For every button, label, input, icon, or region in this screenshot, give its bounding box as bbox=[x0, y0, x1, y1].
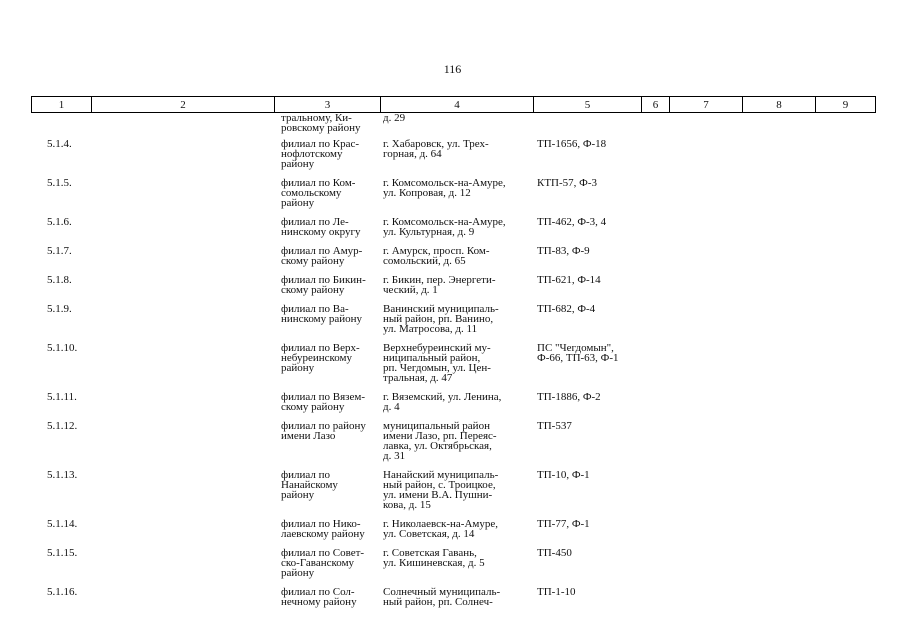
cell-line: небуреинскому bbox=[281, 352, 353, 364]
cell-line: ТП-1656, Ф-18 bbox=[537, 138, 607, 150]
cell-address bbox=[380, 217, 533, 246]
cell-branch-name bbox=[274, 343, 380, 392]
cell-address bbox=[380, 392, 533, 421]
cell-line: ТП-450 bbox=[537, 547, 572, 559]
header-cell-2: 2 bbox=[92, 97, 275, 113]
cell-col-2 bbox=[91, 587, 274, 616]
cell-line: филиал по Ва- bbox=[281, 303, 349, 315]
cell-line: д. 4 bbox=[383, 401, 400, 413]
cell-col-6 bbox=[641, 275, 669, 304]
table-row bbox=[31, 139, 875, 178]
cell-line: ТП-537 bbox=[537, 420, 572, 432]
cell-col-2 bbox=[91, 470, 274, 519]
cell-col-6 bbox=[641, 139, 669, 178]
cell-col-9 bbox=[815, 587, 875, 616]
cell-col-2 bbox=[91, 304, 274, 343]
cell-address bbox=[380, 519, 533, 548]
cell-line: ТП-10, Ф-1 bbox=[537, 469, 590, 481]
cell-col-8 bbox=[742, 519, 815, 548]
cell-line: ный район, рп. Солнеч- bbox=[383, 596, 493, 608]
row-number: 5.1.15. bbox=[47, 547, 78, 559]
cell-col-7 bbox=[669, 421, 742, 470]
header-cell-9: 9 bbox=[816, 97, 876, 113]
cell-line: скому району bbox=[281, 255, 345, 267]
cell-line: кова, д. 15 bbox=[383, 499, 431, 511]
cell-col-9 bbox=[815, 113, 875, 139]
header-cell-7: 7 bbox=[670, 97, 743, 113]
cell-col-9 bbox=[815, 139, 875, 178]
row-number: 5.1.6. bbox=[47, 216, 72, 228]
cell-col-6 bbox=[641, 246, 669, 275]
header-cell-8: 8 bbox=[743, 97, 816, 113]
cell-substation bbox=[533, 421, 641, 470]
cell-col-9 bbox=[815, 421, 875, 470]
cell-line: ТП-1886, Ф-2 bbox=[537, 391, 601, 403]
cell-line: скому району bbox=[281, 284, 345, 296]
cell-col-2 bbox=[91, 246, 274, 275]
cell-line: филиал по Амур- bbox=[281, 245, 363, 257]
cell-line: ТП-77, Ф-1 bbox=[537, 518, 590, 530]
cell-line: г. Комсомольск-на-Амуре, bbox=[383, 216, 506, 228]
cell-line: ул. Культурная, д. 9 bbox=[383, 226, 475, 238]
cell-col-2 bbox=[91, 217, 274, 246]
cell-line: Ф-66, ТП-63, Ф-1 bbox=[537, 352, 619, 364]
cell-address bbox=[380, 178, 533, 217]
cell-col-6 bbox=[641, 343, 669, 392]
cell-col-7 bbox=[669, 275, 742, 304]
cell-col-7 bbox=[669, 304, 742, 343]
cell-line: району bbox=[281, 197, 315, 209]
cell-branch-name bbox=[274, 421, 380, 470]
cell-line: нинскому району bbox=[281, 313, 362, 325]
cell-substation bbox=[533, 139, 641, 178]
cell-col-9 bbox=[815, 178, 875, 217]
cell-line: г. Николаевск-на-Амуре, bbox=[383, 518, 498, 530]
cell-address bbox=[380, 421, 533, 470]
cell-line: району bbox=[281, 489, 315, 501]
column-number-header bbox=[31, 96, 876, 113]
cell-line: имени Лазо, рп. Переяс- bbox=[383, 430, 497, 442]
table-row bbox=[31, 519, 875, 548]
cell-col-2 bbox=[91, 139, 274, 178]
row-number: 5.1.16. bbox=[47, 586, 78, 598]
cell-col-9 bbox=[815, 246, 875, 275]
cell-line: ниципальный район, bbox=[383, 352, 481, 364]
cell-col-6 bbox=[641, 421, 669, 470]
cell-line: филиал по Бикин- bbox=[281, 274, 366, 286]
cell-col-9 bbox=[815, 548, 875, 587]
cell-line: Солнечный муниципаль- bbox=[383, 586, 501, 598]
cell-line: г. Хабаровск, ул. Трех- bbox=[383, 138, 489, 150]
cell-line: Верхнебуреинский му- bbox=[383, 342, 491, 354]
header-cell-5: 5 bbox=[534, 97, 642, 113]
cell-substation bbox=[533, 113, 641, 139]
cell-substation bbox=[533, 178, 641, 217]
cell-substation bbox=[533, 548, 641, 587]
cell-line: лаевскому району bbox=[281, 528, 365, 540]
cell-col-7 bbox=[669, 246, 742, 275]
cell-line: КТП-57, Ф-3 bbox=[537, 177, 598, 189]
cell-line: филиал по Совет- bbox=[281, 547, 365, 559]
cell-substation bbox=[533, 246, 641, 275]
table-row bbox=[31, 304, 875, 343]
cell-line: ул. Копровая, д. 12 bbox=[383, 187, 471, 199]
cell-col-2 bbox=[91, 519, 274, 548]
cell-line: филиал по Верх- bbox=[281, 342, 360, 354]
row-number: 5.1.8. bbox=[47, 274, 72, 286]
cell-substation bbox=[533, 304, 641, 343]
cell-col-2 bbox=[91, 421, 274, 470]
cell-branch-name bbox=[274, 139, 380, 178]
cell-col-8 bbox=[742, 246, 815, 275]
page-number: 116 bbox=[443, 62, 462, 76]
cell-line: тральная, д. 47 bbox=[383, 372, 453, 384]
cell-branch-name bbox=[274, 275, 380, 304]
cell-branch-name bbox=[274, 113, 380, 139]
cell-col-9 bbox=[815, 217, 875, 246]
cell-branch-name bbox=[274, 548, 380, 587]
cell-col-8 bbox=[742, 343, 815, 392]
cell-col-6 bbox=[641, 519, 669, 548]
cell-col-8 bbox=[742, 304, 815, 343]
branches-table bbox=[31, 113, 875, 616]
cell-col-7 bbox=[669, 392, 742, 421]
cell-col-2 bbox=[91, 392, 274, 421]
cell-address bbox=[380, 470, 533, 519]
cell-col-2 bbox=[91, 178, 274, 217]
header-cell-1: 1 bbox=[32, 97, 92, 113]
cell-col-7 bbox=[669, 139, 742, 178]
cell-branch-name bbox=[274, 304, 380, 343]
cell-line: г. Вяземский, ул. Ленина, bbox=[383, 391, 502, 403]
cell-col-8 bbox=[742, 421, 815, 470]
cell-branch-name bbox=[274, 470, 380, 519]
cell-col-7 bbox=[669, 587, 742, 616]
cell-col-6 bbox=[641, 548, 669, 587]
table-row bbox=[31, 113, 875, 139]
cell-col-7 bbox=[669, 113, 742, 139]
cell-line: рп. Чегдомын, ул. Цен- bbox=[383, 362, 491, 374]
cell-line: ул. Матросова, д. 11 bbox=[383, 323, 478, 335]
cell-line: ул. Советская, д. 14 bbox=[383, 528, 475, 540]
cell-col-7 bbox=[669, 548, 742, 587]
cell-line: ный район, с. Троицкое, bbox=[383, 479, 496, 491]
cell-col-8 bbox=[742, 548, 815, 587]
cell-line: филиал по Ле- bbox=[281, 216, 349, 228]
row-number bbox=[31, 113, 91, 139]
table-row bbox=[31, 587, 875, 616]
branches-table-body bbox=[31, 113, 875, 616]
cell-line: ческий, д. 1 bbox=[383, 284, 438, 296]
cell-address bbox=[380, 548, 533, 587]
table-row bbox=[31, 178, 875, 217]
table-row bbox=[31, 392, 875, 421]
cell-col-2 bbox=[91, 343, 274, 392]
cell-line: лавка, ул. Октябрьская, bbox=[383, 440, 492, 452]
cell-line: филиал по району bbox=[281, 420, 366, 432]
table-row bbox=[31, 246, 875, 275]
cell-line: нечному району bbox=[281, 596, 357, 608]
cell-col-6 bbox=[641, 392, 669, 421]
cell-col-9 bbox=[815, 392, 875, 421]
table-row bbox=[31, 275, 875, 304]
cell-col-2 bbox=[91, 113, 274, 139]
cell-line: филиал по Ком- bbox=[281, 177, 356, 189]
table-row bbox=[31, 548, 875, 587]
cell-substation bbox=[533, 519, 641, 548]
row-number: 5.1.9. bbox=[47, 303, 72, 315]
cell-branch-name bbox=[274, 217, 380, 246]
cell-substation bbox=[533, 470, 641, 519]
cell-line: муниципальный район bbox=[383, 420, 490, 432]
cell-line: имени Лазо bbox=[281, 430, 336, 442]
cell-line: району bbox=[281, 158, 315, 170]
cell-line: филиал по Крас- bbox=[281, 138, 360, 150]
table-row bbox=[31, 343, 875, 392]
cell-line: сомольский, д. 65 bbox=[383, 255, 466, 267]
cell-line: ул. имени В.А. Пушни- bbox=[383, 489, 493, 501]
cell-col-9 bbox=[815, 470, 875, 519]
cell-col-8 bbox=[742, 392, 815, 421]
row-number: 5.1.12. bbox=[47, 420, 78, 432]
cell-substation bbox=[533, 343, 641, 392]
cell-line: г. Советская Гавань, bbox=[383, 547, 477, 559]
cell-address bbox=[380, 304, 533, 343]
cell-line: Ванинский муниципаль- bbox=[383, 303, 499, 315]
cell-branch-name bbox=[274, 246, 380, 275]
cell-line: ТП-83, Ф-9 bbox=[537, 245, 590, 257]
cell-col-8 bbox=[742, 178, 815, 217]
cell-address bbox=[380, 246, 533, 275]
cell-line: ТП-621, Ф-14 bbox=[537, 274, 601, 286]
cell-line: ТП-462, Ф-3, 4 bbox=[537, 216, 607, 228]
cell-address bbox=[380, 113, 533, 139]
cell-line: ровскому району bbox=[281, 122, 361, 134]
cell-line: филиал по Нико- bbox=[281, 518, 361, 530]
cell-line: тральному, Ки- bbox=[281, 112, 352, 124]
cell-line: ПС "Чегдомын", bbox=[537, 342, 614, 354]
cell-line: Нанайский муниципаль- bbox=[383, 469, 499, 481]
cell-line: ул. Кишиневская, д. 5 bbox=[383, 557, 485, 569]
cell-col-8 bbox=[742, 587, 815, 616]
cell-line: ТП-1-10 bbox=[537, 586, 576, 598]
cell-line: ный район, рп. Ванино, bbox=[383, 313, 494, 325]
cell-line: ско-Гаванскому bbox=[281, 557, 355, 569]
cell-col-9 bbox=[815, 519, 875, 548]
row-number: 5.1.10. bbox=[47, 342, 78, 354]
cell-line: скому району bbox=[281, 401, 345, 413]
cell-col-7 bbox=[669, 519, 742, 548]
cell-line: сомольскому bbox=[281, 187, 342, 199]
cell-address bbox=[380, 139, 533, 178]
cell-col-6 bbox=[641, 113, 669, 139]
cell-line: ТП-682, Ф-4 bbox=[537, 303, 596, 315]
cell-line: филиал по Сол- bbox=[281, 586, 355, 598]
row-number: 5.1.4. bbox=[47, 138, 72, 150]
cell-branch-name bbox=[274, 392, 380, 421]
cell-substation bbox=[533, 587, 641, 616]
cell-col-6 bbox=[641, 470, 669, 519]
header-cell-4: 4 bbox=[381, 97, 534, 113]
cell-branch-name bbox=[274, 519, 380, 548]
cell-address bbox=[380, 587, 533, 616]
cell-col-8 bbox=[742, 470, 815, 519]
cell-line: Нанайскому bbox=[281, 479, 338, 491]
cell-line: району bbox=[281, 567, 315, 579]
cell-line: д. 31 bbox=[383, 450, 406, 462]
cell-col-7 bbox=[669, 343, 742, 392]
cell-col-2 bbox=[91, 548, 274, 587]
cell-line: горная, д. 64 bbox=[383, 148, 442, 160]
cell-branch-name bbox=[274, 587, 380, 616]
cell-col-9 bbox=[815, 304, 875, 343]
cell-line: д. 29 bbox=[383, 112, 406, 124]
cell-line: району bbox=[281, 362, 315, 374]
row-number: 5.1.14. bbox=[47, 518, 78, 530]
table-row bbox=[31, 217, 875, 246]
table-row bbox=[31, 421, 875, 470]
row-number: 5.1.7. bbox=[47, 245, 72, 257]
cell-line: нофлотскому bbox=[281, 148, 343, 160]
cell-address bbox=[380, 275, 533, 304]
cell-line: нинскому округу bbox=[281, 226, 361, 238]
cell-substation bbox=[533, 392, 641, 421]
cell-col-6 bbox=[641, 178, 669, 217]
cell-col-6 bbox=[641, 217, 669, 246]
cell-substation bbox=[533, 217, 641, 246]
cell-line: г. Комсомольск-на-Амуре, bbox=[383, 177, 506, 189]
cell-line: филиал по bbox=[281, 469, 330, 481]
cell-col-6 bbox=[641, 587, 669, 616]
cell-substation bbox=[533, 275, 641, 304]
cell-col-7 bbox=[669, 470, 742, 519]
cell-line: филиал по Вязем- bbox=[281, 391, 365, 403]
cell-col-8 bbox=[742, 275, 815, 304]
row-number: 5.1.13. bbox=[47, 469, 78, 481]
row-number: 5.1.5. bbox=[47, 177, 72, 189]
table-row bbox=[31, 470, 875, 519]
cell-col-7 bbox=[669, 217, 742, 246]
cell-col-7 bbox=[669, 178, 742, 217]
cell-line: г. Бикин, пер. Энергети- bbox=[383, 274, 496, 286]
cell-col-2 bbox=[91, 275, 274, 304]
cell-col-8 bbox=[742, 113, 815, 139]
row-number: 5.1.11. bbox=[47, 391, 77, 403]
cell-address bbox=[380, 343, 533, 392]
cell-line: г. Амурск, просп. Ком- bbox=[383, 245, 490, 257]
header-cell-6: 6 bbox=[642, 97, 670, 113]
header-cell-3: 3 bbox=[275, 97, 381, 113]
cell-col-8 bbox=[742, 217, 815, 246]
header-row bbox=[32, 97, 876, 113]
cell-col-6 bbox=[641, 304, 669, 343]
cell-col-9 bbox=[815, 343, 875, 392]
cell-col-9 bbox=[815, 275, 875, 304]
cell-col-8 bbox=[742, 139, 815, 178]
cell-branch-name bbox=[274, 178, 380, 217]
